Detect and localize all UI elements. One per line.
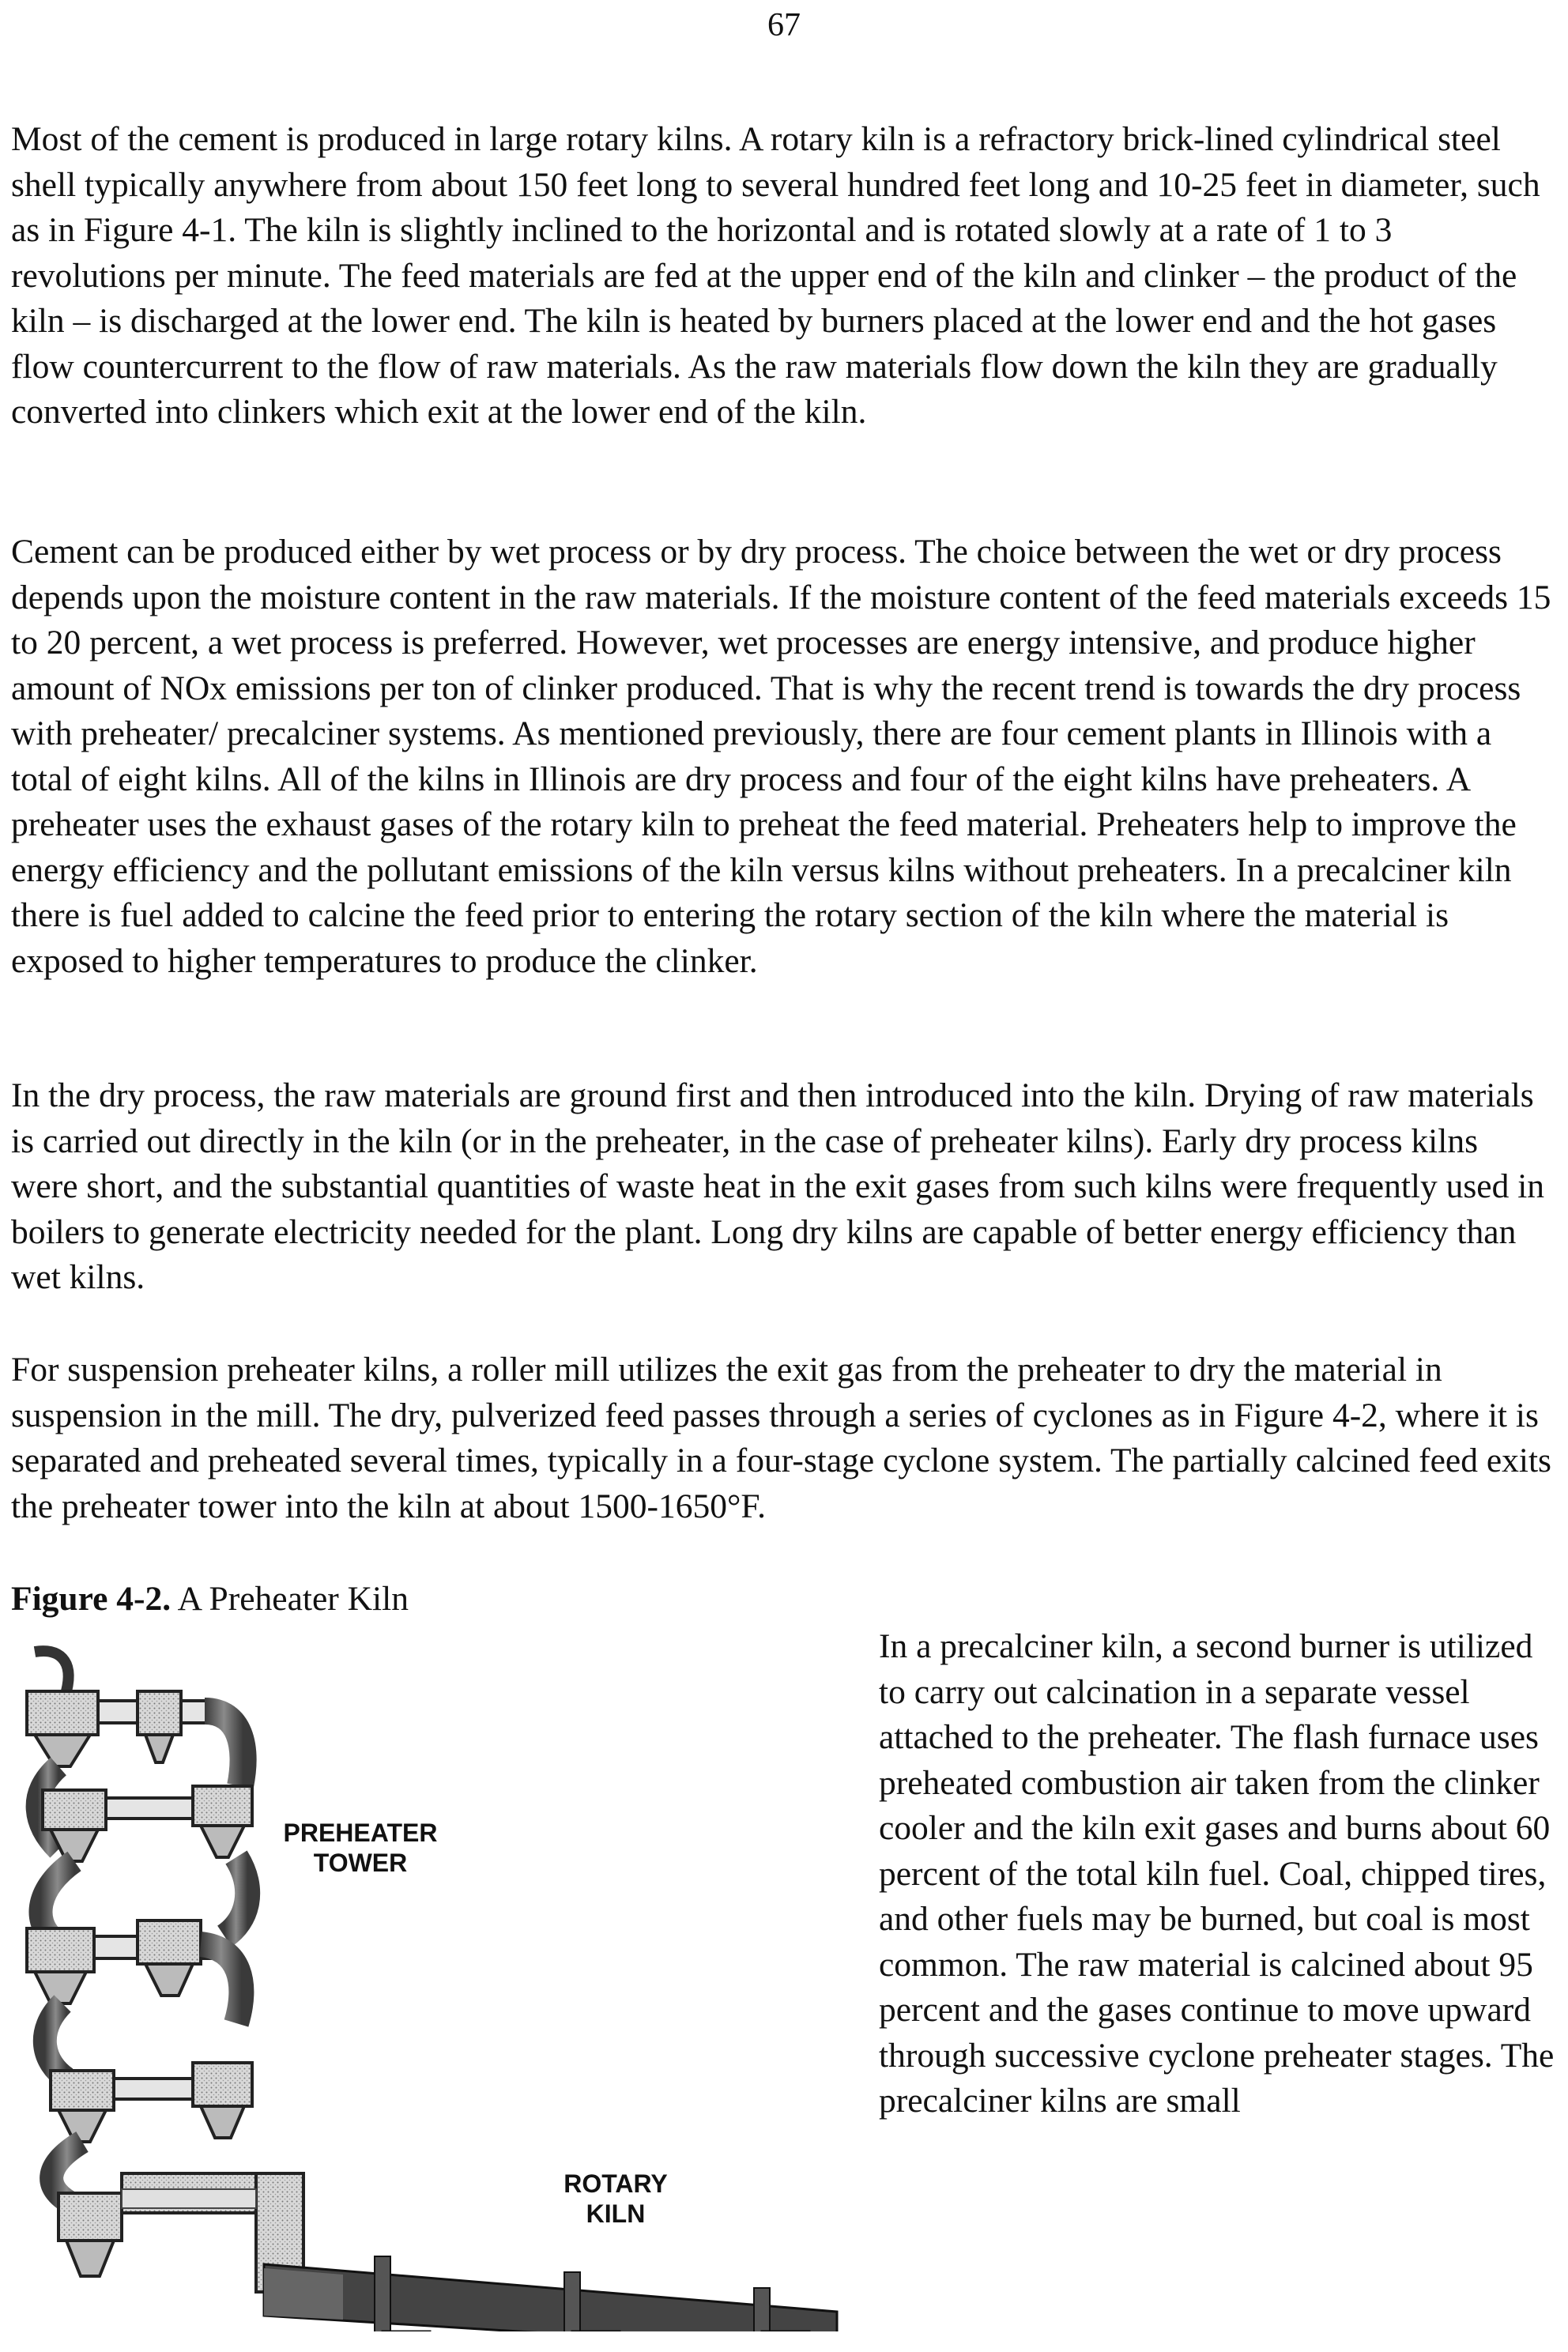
cyclone-stage-2 xyxy=(38,1766,252,1861)
page-number: 67 xyxy=(767,7,801,43)
figure-caption-title: A Preheater Kiln xyxy=(171,1580,409,1618)
inlet-duct xyxy=(35,1651,69,1691)
rotary-kiln-label-line1: ROTARY xyxy=(564,2169,668,2198)
rotary-kiln xyxy=(264,2256,837,2331)
paragraph-wet-dry-process: Cement can be produced either by wet process or by dry process. The choice between the wet or dry process depends upon the moisture content in the raw materials. If the moisture content of the feed materials exceeds 15 to 20 percent, a wet process is preferred. However, wet processes are energy intensive, and produce higher amount of NOx emissions per ton of clinker produced. That is why the recent trend is towards the dry process with preheater/ precalciner systems. As mentioned previously, there are four cement plants in Illinois with a total of eight kilns. All of the kilns in Illinois are dry process and four of the eight kilns have preheaters. A preheater uses the exhaust gases of the rotary kiln to preheat the feed material. Preheaters help to improve the energy efficiency and the pollutant emissions of the kiln versus kilns without preheaters. In a precalciner kiln there is fuel added to calcine the feed prior to entering the rotary section of the kiln where the material is exposed to higher temperatures to produce the clinker. xyxy=(11,533,1551,980)
preheater-kiln-figure xyxy=(11,1636,865,2331)
paragraph-suspension-preheater: For suspension preheater kilns, a roller mill utilizes the exit gas from the preheater to dry the material in suspension in the mill. The dry, pulverized feed passes through a series of cyclones as in Figure 4-2, where it is separated and preheated several times, typically in a four-stage cyclone system. The partially calcined feed exits the preheater tower into the kiln at about 1500-1650°F. xyxy=(11,1351,1551,1525)
figure-caption xyxy=(11,1577,409,1623)
paragraph-precalciner-kiln: In a precalciner kiln, a second burner is utilized to carry out calcination in a separate vessel attached to the preheater. The flash furnace uses preheated combustion air taken from the clinker cooler and the kiln exit gases and burns about 60 percent of the total kiln fuel. Coal, chipped tires, and other fuels may be burned, but coal is most common. The raw material is calcined about 95 percent and the gases continue to move upward through successive cyclone preheater stages. The precalciner kilns are small xyxy=(879,1627,1555,2120)
paragraph-dry-process: In the dry process, the raw materials are ground first and then introduced into the kiln. Drying of raw materials is carried out directly in the kiln (or in the preheater, in the case of preheater kilns). Early dry process kilns were short, and the substantial quantities of waste heat in the exit gases from such kilns were frequently used in boilers to generate electricity needed for the plant. Long dry kilns are capable of better energy efficiency than wet kilns. xyxy=(11,1076,1545,1296)
figure-caption-label: Figure 4-2. xyxy=(11,1580,172,1618)
paragraph-rotary-kilns: Most of the cement is produced in large rotary kilns. A rotary kiln is a refractory brick-lined cylindrical steel shell typically anywhere from about 150 feet long to several hundred feet long and 10-25 feet in diameter, such as in Figure 4-1. The kiln is slightly inclined to the horizontal and is rotated slowly at a rate of 1 to 3 revolutions per minute. The feed materials are fed at the upper end of the kiln and clinker – the product of the kiln – is discharged at the lower end. The kiln is heated by burners placed at the lower end and the hot gases flow countercurrent to the flow of raw materials. As the raw materials flow down the kiln they are gradually converted into clinkers which exit at the lower end of the kiln. xyxy=(11,120,1540,431)
preheater-kiln-diagram xyxy=(11,1636,865,2331)
preheater-tower-label-line2: TOWER xyxy=(313,1849,408,1877)
rotary-kiln-label-line2: KILN xyxy=(586,2199,646,2228)
preheater-tower-label-line1: PREHEATER xyxy=(283,1819,438,1847)
cyclone-stage-3 xyxy=(27,1857,247,2023)
